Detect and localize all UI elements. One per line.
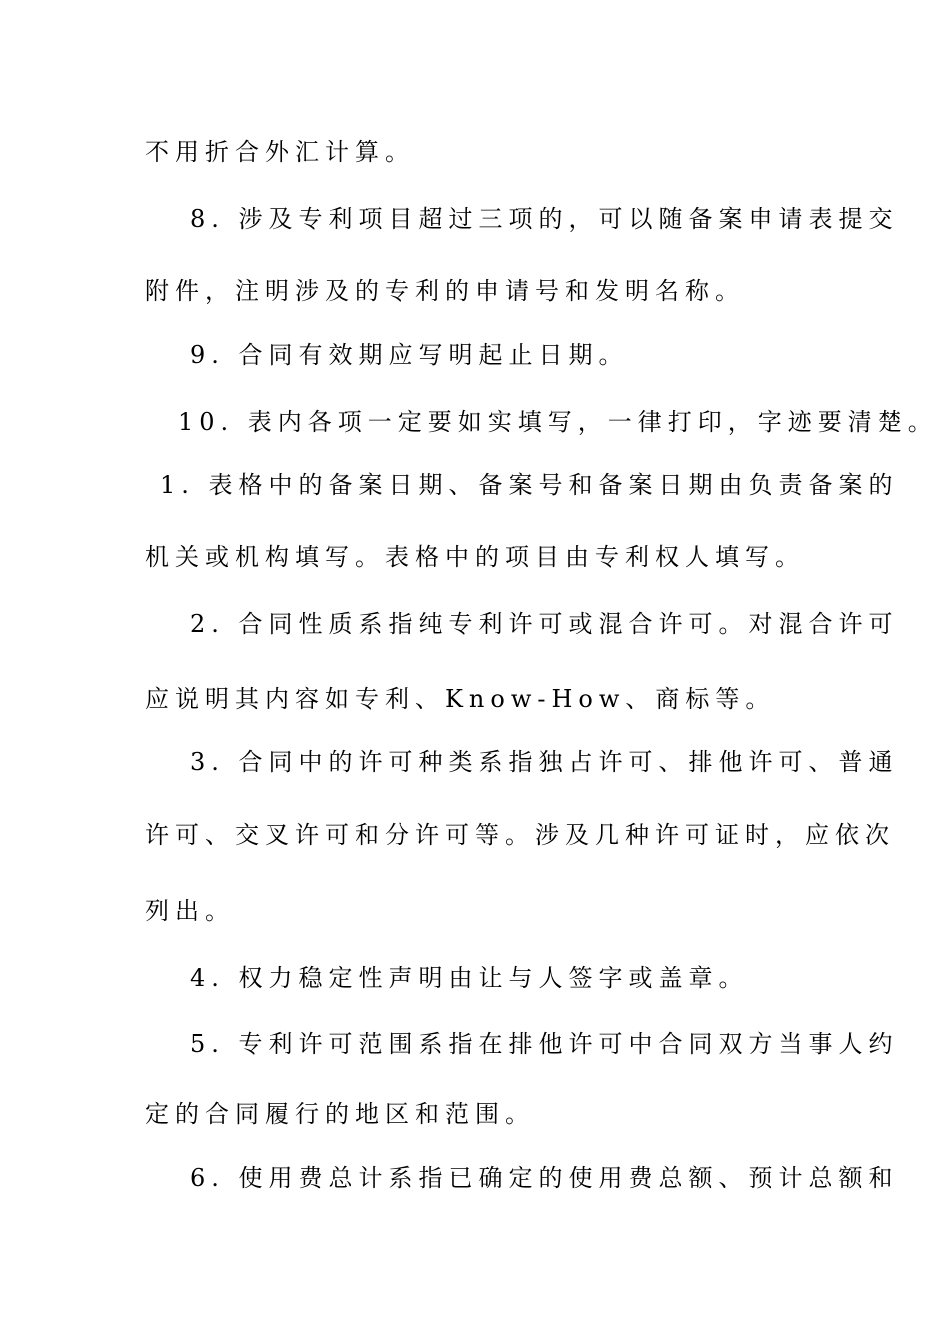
text-line: 机关或机构填写。表格中的项目由专利权人填写。 xyxy=(145,543,805,571)
text-line: 3. 合同中的许可种类系指独占许可、排他许可、普通 xyxy=(190,748,899,776)
text-line: 9. 合同有效期应写明起止日期。 xyxy=(190,341,629,369)
text-line: 8. 涉及专利项目超过三项的，可以随备案申请表提交 xyxy=(190,205,899,233)
text-line: 许可、交叉许可和分许可等。涉及几种许可证时，应依次 xyxy=(145,821,895,849)
text-line: 4. 权力稳定性声明由让与人签字或盖章。 xyxy=(190,964,749,992)
text-line: 附件，注明涉及的专利的申请号和发明名称。 xyxy=(145,277,745,305)
text-line: 不用折合外汇计算。 xyxy=(145,138,415,166)
text-line: 10. 表内各项一定要如实填写，一律打印，字迹要清楚。 xyxy=(178,408,938,436)
text-line: 1. 表格中的备案日期、备案号和备案日期由负责备案的 xyxy=(160,471,899,499)
text-line: 6. 使用费总计系指已确定的使用费总额、预计总额和 xyxy=(190,1164,899,1192)
text-line: 应说明其内容如专利、Know-How、商标等。 xyxy=(145,685,776,713)
text-line: 定的合同履行的地区和范围。 xyxy=(145,1100,535,1128)
text-line: 列出。 xyxy=(145,897,235,925)
text-line: 2. 合同性质系指纯专利许可或混合许可。对混合许可 xyxy=(190,610,899,638)
text-line: 5. 专利许可范围系指在排他许可中合同双方当事人约 xyxy=(190,1030,899,1058)
